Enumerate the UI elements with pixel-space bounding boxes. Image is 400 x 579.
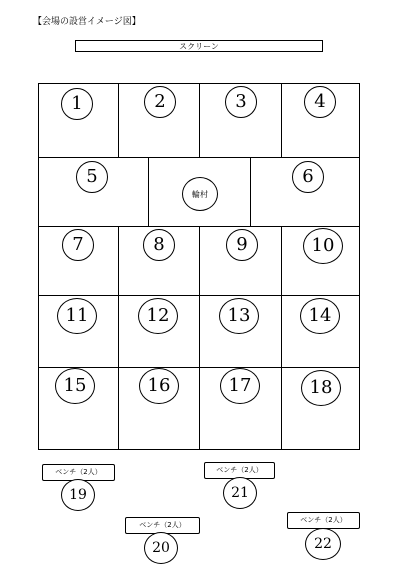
column-divider (148, 157, 149, 226)
podium: 輪村 (182, 177, 218, 211)
seat-7: 7 (62, 229, 94, 261)
seat-19: 19 (61, 479, 95, 511)
seat-18: 18 (301, 370, 341, 406)
seat-3: 3 (225, 86, 257, 118)
bench-19: ベンチ（2人） (42, 464, 115, 481)
column-divider (281, 84, 282, 157)
bench-21: ベンチ（2人） (204, 462, 275, 479)
seat-4: 4 (304, 86, 336, 118)
seat-2: 2 (144, 86, 176, 118)
seat-12: 12 (138, 298, 178, 334)
seat-21: 21 (223, 477, 257, 509)
column-divider (281, 226, 282, 450)
bench-22: ベンチ（2人） (287, 512, 360, 529)
seat-13: 13 (219, 298, 259, 334)
seat-17: 17 (220, 368, 260, 404)
seat-1: 1 (61, 88, 93, 120)
seat-22: 22 (305, 528, 341, 560)
page-title: 【会場の設営イメージ図】 (33, 17, 141, 27)
seat-10: 10 (303, 228, 343, 264)
seat-9: 9 (226, 229, 258, 261)
column-divider (250, 157, 251, 226)
seat-16: 16 (139, 368, 179, 404)
seat-11: 11 (57, 298, 97, 334)
seat-14: 14 (300, 298, 340, 334)
column-divider (199, 84, 200, 157)
bench-20: ベンチ（2人） (125, 517, 200, 534)
column-divider (118, 226, 119, 450)
screen: スクリーン (75, 40, 323, 52)
seat-8: 8 (143, 229, 175, 261)
column-divider (118, 84, 119, 157)
seat-6: 6 (292, 161, 324, 193)
column-divider (199, 226, 200, 450)
row-divider (38, 157, 360, 158)
seat-5: 5 (76, 161, 108, 193)
seat-15: 15 (55, 368, 95, 404)
seat-20: 20 (144, 532, 178, 564)
